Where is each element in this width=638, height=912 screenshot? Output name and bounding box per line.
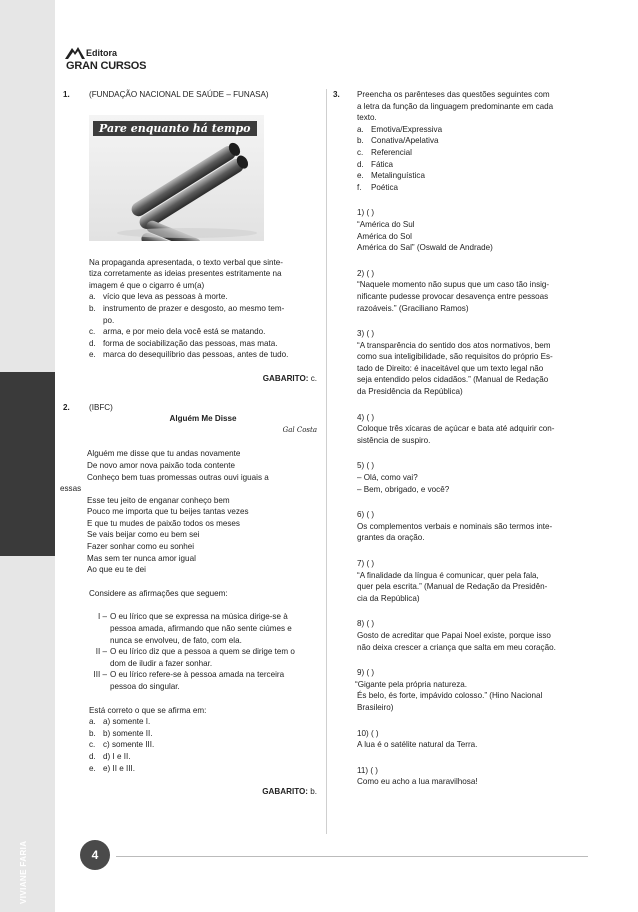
poem-line: Pouco me importa que tu beijes tantas vezes [87,507,249,517]
footer-rule [116,856,588,857]
item-label: 4) ( ) [357,412,375,422]
poem-line: Esse teu jeito de enganar conheço bem [87,495,230,505]
q3-item-11: 11) ( ) Como eu acho a lua maravilhosa! [357,765,590,788]
poem-body [60,448,317,576]
item-label: 1) ( ) [357,208,375,218]
function-d: d. Fática [357,159,394,169]
statement-iii: III – O eu lírico refere-se à pessoa amada na terceira pessoa do singular. [93,670,285,691]
q1-option-b: b. instrumento de prazer e desgosto, ao mesmo tem- po. [89,303,285,325]
q2-option-b: b. b) somente II. [89,728,153,738]
poem-line: Se vais beijar como eu bem sei [87,530,200,540]
q1-stem-line: imagem é que o cigarro é um(a) [89,280,205,290]
q2-option-e: e. e) II e III. [89,763,135,773]
poem-line: Mas sem ter nunca amor igual [87,553,196,563]
poem-line: Conheço bem tuas promessas outras ouvi iguais a [87,472,269,482]
q3-stem-line: a letra da função da linguagem predominante em cada [357,101,554,111]
q2-intro: Considere as afirmações que seguem: [89,588,228,598]
q1-stem [89,257,317,361]
statement-ii: II – O eu lírico diz que a pessoa a quem se dirige tem o dom de iludir a fazer sonhar. [95,647,295,668]
logo-editora: Editora [86,48,118,58]
q3-item-7: 7) ( ) “A finalidade da língua é comunicar, quer pela fala, quer pela escrita.” (Manual de Redação da Presidên- cia da República) [357,558,590,604]
anti-smoking-ad-image [89,115,264,241]
ad-caption: Pare enquanto há tempo [93,121,257,137]
item-label: 11) ( ) [357,765,378,775]
function-e: e. Metalinguística [357,171,425,181]
q1-option-a: a. vício que leva as pessoas à morte. [89,292,228,302]
item-label: 10) ( ) [357,728,379,738]
item-label: 2) ( ) [357,268,375,278]
q3-item-5: 5) ( ) – Olá, como vai? – Bem, obrigado, e você? [357,460,590,495]
poem-line: Ao que eu te dei [87,565,146,575]
q2-gabarito: GABARITO: b. [262,787,317,797]
q2-option-d: d. d) I e II. [89,751,131,761]
q1-stem-line: Na propaganda apresentada, o texto verbal que sinte- [89,257,283,267]
logo-mark-icon [64,46,86,60]
q1-gabarito: GABARITO: c. [262,373,317,383]
question-2 [60,402,317,798]
publisher-logo [64,46,154,74]
page-number: 4 [80,840,110,870]
item-label: 6) ( ) [357,510,375,520]
q3-item-3: 3) ( ) “A transparência do sentido dos atos normativos, bem como sua inteligibilidade, são requisitos do próprio Es- tado de Direito: é inaceitável que um texto legal não seja entendido pelos cidadãos.” (Manual de Redação da Presidência da República) [357,328,590,398]
item-label: 7) ( ) [357,559,375,568]
poem-title: Alguém Me Disse [169,414,237,424]
poem-line: Fazer sonhar como eu sonhei [87,542,195,552]
item-label: 9) ( ) [357,668,375,678]
q2-option-c: c. c) somente III. [89,740,155,750]
q3-item-4: 4) ( ) Coloque três xícaras de açúcar e bata até adquirir con- sistência de suspiro. [357,412,590,447]
question-3 [333,89,590,788]
author-tab [0,372,55,904]
author-name: VIVIANE FARIA [19,840,28,904]
q3-item-2: 2) ( ) “Naquele momento não supus que um caso tão insig- nificante pudesse provocar desavença entre pessoas razoáveis.” (Graciliano Ramos) [357,268,590,314]
q2-options [89,705,317,775]
item-label: 3) ( ) [357,329,375,339]
logo-gran-cursos: GRAN CURSOS [66,60,147,72]
q2-question: Está correto o que se afirma em: [89,705,207,715]
question-1 [63,89,317,385]
right-column [333,89,590,788]
q3-item-8: 8) ( ) Gosto de acreditar que Papai Noel existe, porque isso não deixa crescer a criança que salta em meu coração. [357,618,590,653]
poem-line: E que tu mudes de paixão todos os meses [87,518,240,528]
q1-stem-line: tiza corretamente as ideias presentes estritamente na [89,269,282,279]
q3-item-10: 10) ( ) A lua é o satélite natural da Terra. [357,728,590,751]
poem-line: Alguém me disse que tu andas novamente [87,449,241,459]
q3-item-6: 6) ( ) Os complementos verbais e nominais são termos inte- grantes da oração. [357,509,590,544]
q1-option-e: e. marca do desequilíbrio das pessoas, antes de tudo. [89,350,289,360]
item-label: 5) ( ) [357,461,375,471]
q3-item-1: 1) ( ) “América do Sul América do Sol América do Sal” (Oswald de Andrade) [357,207,590,253]
poem-line: essas [60,484,82,494]
function-a: a. Emotiva/Expressiva [357,124,443,134]
poem-author: Gal Costa [282,425,317,434]
q2-statements [89,611,317,692]
column-divider [326,89,327,834]
poem-line: De novo amor nova paixão toda contente [87,460,236,470]
q1-option-d: d. forma de sociabilização das pessoas, mas mata. [89,338,278,348]
q2-number: 2. [63,402,70,412]
q3-item-9: 9) ( ) “Gigante pela própria natureza. És belo, és forte, impávido colosso.” (Hino Nacional Brasileiro) [357,667,590,713]
q3-stem-line: texto. [357,113,377,123]
item-label: 8) ( ) [357,619,375,629]
left-column [60,89,317,798]
q1-number: 1. [63,90,70,99]
q3-stem-line: Preencha os parênteses das questões seguintes com [357,90,550,99]
function-c: c. Referencial [357,147,412,157]
q1-option-c: c. arma, e por meio dela você está se matando. [89,327,266,337]
q2-option-a: a. a) somente I. [89,717,151,727]
q3-number: 3. [333,90,340,99]
left-sidebar [0,0,55,912]
q2-source: (IBFC) [89,402,113,412]
function-f: f. Poética [357,182,398,192]
q3-stem [357,89,590,788]
q1-source: (FUNDAÇÃO NACIONAL DE SAÚDE – FUNASA) [89,90,269,99]
function-b: b. Conativa/Apelativa [357,136,439,146]
statement-i: I – O eu lírico que se expressa na música dirige-se à pessoa amada, afirmando que não sente ciúmes e nunca se envolveu, de fato, com ela. [98,612,292,645]
